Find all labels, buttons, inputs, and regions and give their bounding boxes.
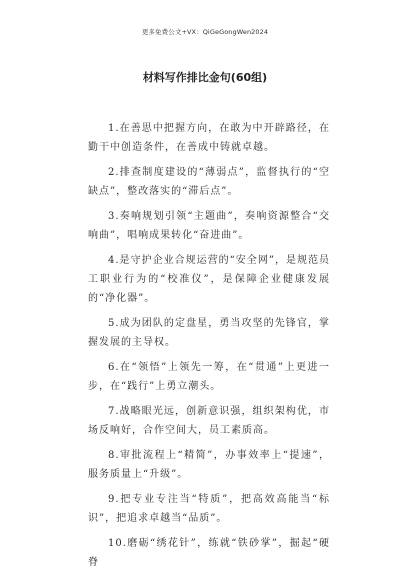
document-title: 材料写作排比金句(60组) (142, 71, 268, 84)
list-item: 6.在“领悟”上领先一筹，在“贯通”上更进一步，在“践行”上勇立潮头。 (88, 362, 330, 392)
list-item: 1.在善思中把握方向，在敢为中开辟路径，在勤干中创造条件，在善成中铸就卓越。 (88, 123, 330, 153)
list-item: 4.是守护企业合规运营的“安全网”，是规范员工职业行为的“校准仪”，是保障企业健康发展的“净化器”。 (88, 255, 330, 304)
phrase-list (88, 119, 330, 578)
list-item: 8.审批流程上“精简”，办事效率上“提速”，服务质量上“升级”。 (88, 450, 330, 480)
list-item: 2.排查制度建设的“薄弱点”，监督执行的“空缺点”，整改落实的“滞后点”。 (88, 167, 330, 197)
list-item: 3.奏响规划引领“主题曲”，奏响资源整合“交响曲”，唱响成果转化“奋进曲”。 (88, 211, 330, 241)
header-note: 更多免费公文+VX：QiGeGongWen2024 (141, 28, 269, 36)
list-item: 10.磨砺“绣花针”，练就“铁砂掌”，掘起“硬脊 (88, 538, 330, 568)
list-item: 7.战略眼光远，创新意识强，组织架构优，市场反响好，合作空间大，员工素质高。 (88, 406, 330, 436)
list-item: 9.把专业专注当“特质”，把高效高能当“标识”，把追求卓越当“品质”。 (88, 494, 330, 524)
list-item: 5.成为团队的定盘星，勇当攻坚的先锋官，掌握发展的主导权。 (88, 318, 330, 348)
